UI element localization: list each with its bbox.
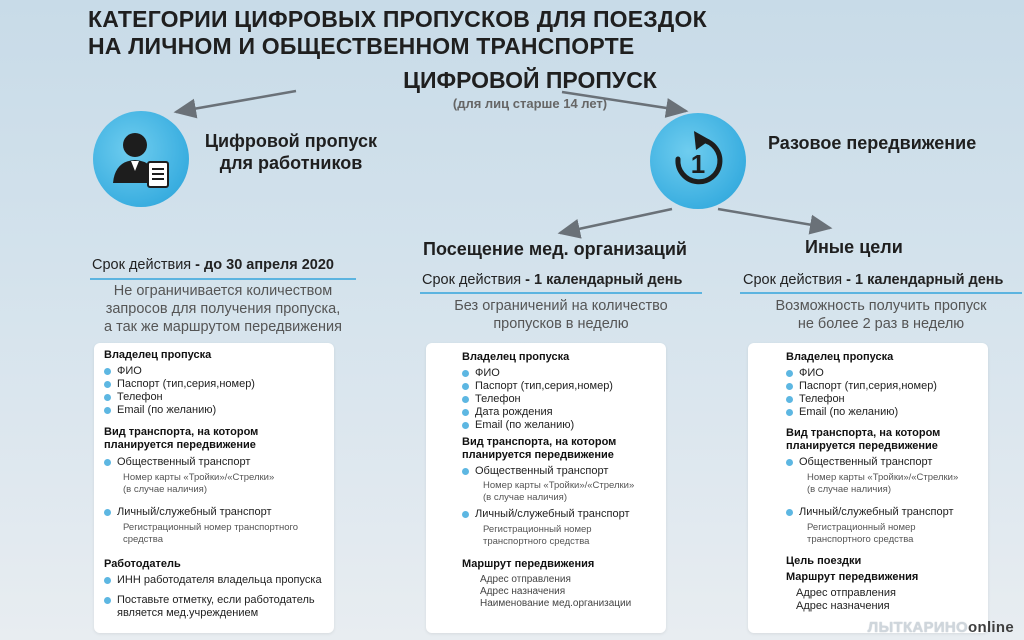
personal-transport-note: Регистрационный номер транспортного средства [807,522,916,545]
other-title: Иные цели [805,237,903,257]
list-item: ФИО [104,365,324,378]
personal-transport-note: Регистрационный номер транспортного средства [483,524,592,547]
workers-description: Не ограничивается количеством запросов для получения пропуска, а так же маршрутом передвижения [104,283,342,335]
arrow-to-medical [560,209,672,233]
medical-underline [420,292,702,294]
workers-title: Цифровой пропуск для работников [204,131,378,173]
public-transport-note: Номер карты «Тройки»/«Стрелки» (в случае наличия) [123,472,275,495]
transport-section-title: Вид транспорта, на котором планируется передвижение [786,427,941,452]
workers-underline [90,278,356,280]
main-subheading: (для лиц старше 14 лет) [452,96,608,111]
public-transport-note: Номер карты «Тройки»/«Стрелки» (в случае наличия) [483,480,635,503]
list-item: ФИО [786,367,978,380]
personal-transport-item: Личный/служебный транспорт [104,506,324,519]
list-item: ФИО [462,367,654,380]
list-item: Паспорт (тип,серия,номер) [104,378,324,391]
route-details: Адрес отправления Адрес назначения Наименование мед.организации [480,574,632,609]
list-item: Паспорт (тип,серия,номер) [462,380,654,393]
list-item: Паспорт (тип,серия,номер) [786,380,978,393]
list-item: Телефон [104,391,324,404]
route-section-title: Маршрут передвижения [462,558,595,570]
list-item: ИНН работодателя владельца пропуска [104,574,324,587]
medical-title: Посещение мед. организаций [423,239,687,259]
owner-section-title: Владелец пропуска [104,349,212,361]
arrow-to-other [718,209,830,228]
list-item: Телефон [786,393,978,406]
repeat-one-icon [650,113,746,209]
medical-requirements-card [426,343,666,633]
single-trip-title: Разовое передвижение [768,133,977,153]
title-line-2: НА ЛИЧНОМ И ОБЩЕСТВЕННОМ ТРАНСПОРТЕ [88,33,635,59]
personal-transport-note: Регистрационный номер транспортного средства [123,522,299,545]
public-transport-item: Общественный транспорт [786,456,978,469]
arrow-to-single [562,92,686,111]
svg-text:1: 1 [690,149,706,179]
workers-requirements-card [94,343,334,633]
transport-section-title: Вид транспорта, на котором планируется передвижение [462,436,617,461]
other-underline [740,292,1022,294]
list-item: Email (по желанию) [462,419,654,432]
workers-validity: Срок действия - до 30 апреля 2020 [92,257,334,273]
personal-transport-item: Личный/служебный транспорт [462,508,654,521]
owner-section-title: Владелец пропуска [462,351,570,363]
other-description: Возможность получить пропуск не более 2 раз в неделю [775,298,987,332]
owner-section-title: Владелец пропуска [786,351,894,363]
employer-section-title: Работодатель [104,558,181,570]
list-item: Телефон [462,393,654,406]
public-transport-note: Номер карты «Тройки»/«Стрелки» (в случае наличия) [807,472,959,495]
personal-transport-item: Личный/служебный транспорт [786,506,978,519]
route-section-title: Маршрут передвижения [786,571,919,583]
list-item: Дата рождения [462,406,654,419]
route-details: Адрес отправления Адрес назначения [796,587,896,612]
logo-part-2: online [968,619,1014,636]
arrow-to-workers [176,91,296,112]
logo-part-1: ЛЫТКАРИНО [867,619,969,636]
purpose-section-title: Цель поездки [786,555,862,567]
list-item: Email (по желанию) [786,406,978,419]
worker-document-icon [93,111,189,207]
medical-employer-mark-item: Поставьте отметку, если работодатель является мед.учреждением [104,594,324,620]
medical-validity: Срок действия - 1 календарный день [422,272,683,288]
other-validity: Срок действия - 1 календарный день [743,272,1004,288]
public-transport-item: Общественный транспорт [104,456,324,469]
other-requirements-card [748,343,988,633]
title-line-1: КАТЕГОРИИ ЦИФРОВЫХ ПРОПУСКОВ ДЛЯ ПОЕЗДОК [88,6,707,32]
site-logo [868,619,1014,636]
main-heading: ЦИФРОВОЙ ПРОПУСК [403,67,657,93]
transport-section-title: Вид транспорта, на котором планируется передвижение [104,426,259,451]
public-transport-item: Общественный транспорт [462,465,654,478]
medical-description: Без ограничений на количество пропусков в неделю [454,298,668,332]
list-item: Email (по желанию) [104,404,324,417]
